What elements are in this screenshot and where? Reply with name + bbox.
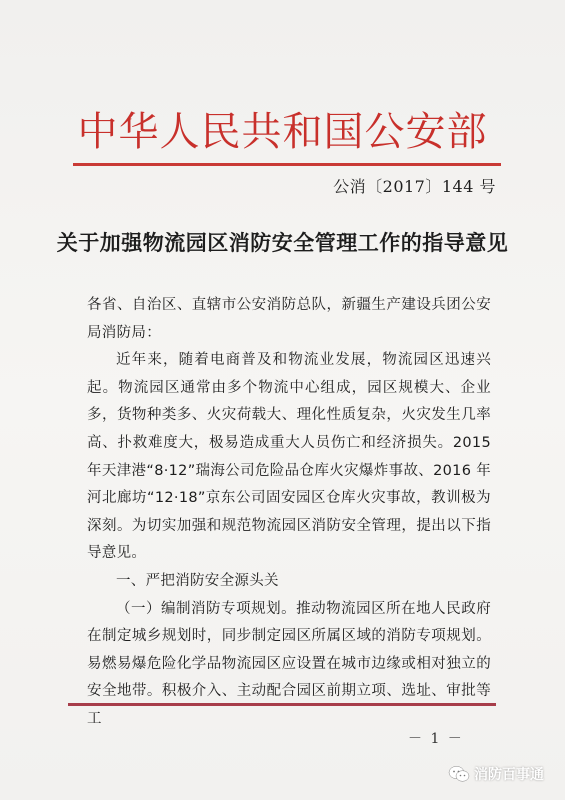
document-title: 关于加强物流园区消防安全管理工作的指导意见 [56,231,509,255]
watermark-label: 消防百事通 [474,767,544,783]
document-body [87,292,491,734]
body-paragraph-2: （一）编制消防专项规划。推动物流园区所在地人民政府在制定城乡规划时，同步制定园区所属区域的消防专项规划。易燃易爆危险化学品物流园区应设置在城市边缘或相对独立的安全地带。积极介入、主动配合园区前期立项、选址、审批等工 [87,600,491,727]
header-red-rule [73,163,501,166]
source-watermark [448,764,544,784]
addressee-line: 各省、自治区、直辖市公安消防总队，新疆生产建设兵团公安局消防局： [87,297,491,341]
document-number: 公消〔2017〕144 号 [333,177,496,196]
page-number: － 1 － [408,731,464,747]
body-paragraph-1: 近年来，随着电商普及和物流业发展，物流园区迅速兴起。物流园区通常由多个物流中心组成，园区规模大、企业多，货物种类多、火灾荷载大、理化性质复杂，火灾发生几率高、扑救难度大，极易造成重大人员伤亡和经济损失。2015 年天津港“8·12”瑞海公司危险品仓库火灾爆炸事故、2016 年河北廊坊“12·18”京东公司固安园区仓库火灾事故，教训极为深刻。为切实加强和规范物流园区消防安全管理，提出以下指导意见。 [87,352,491,562]
footer-rule [68,703,496,706]
section-heading-1: 一、严把消防安全源头关 [116,572,279,589]
wechat-icon [448,765,470,783]
issuing-agency-header: 中华人民共和国公安部 [77,109,488,155]
